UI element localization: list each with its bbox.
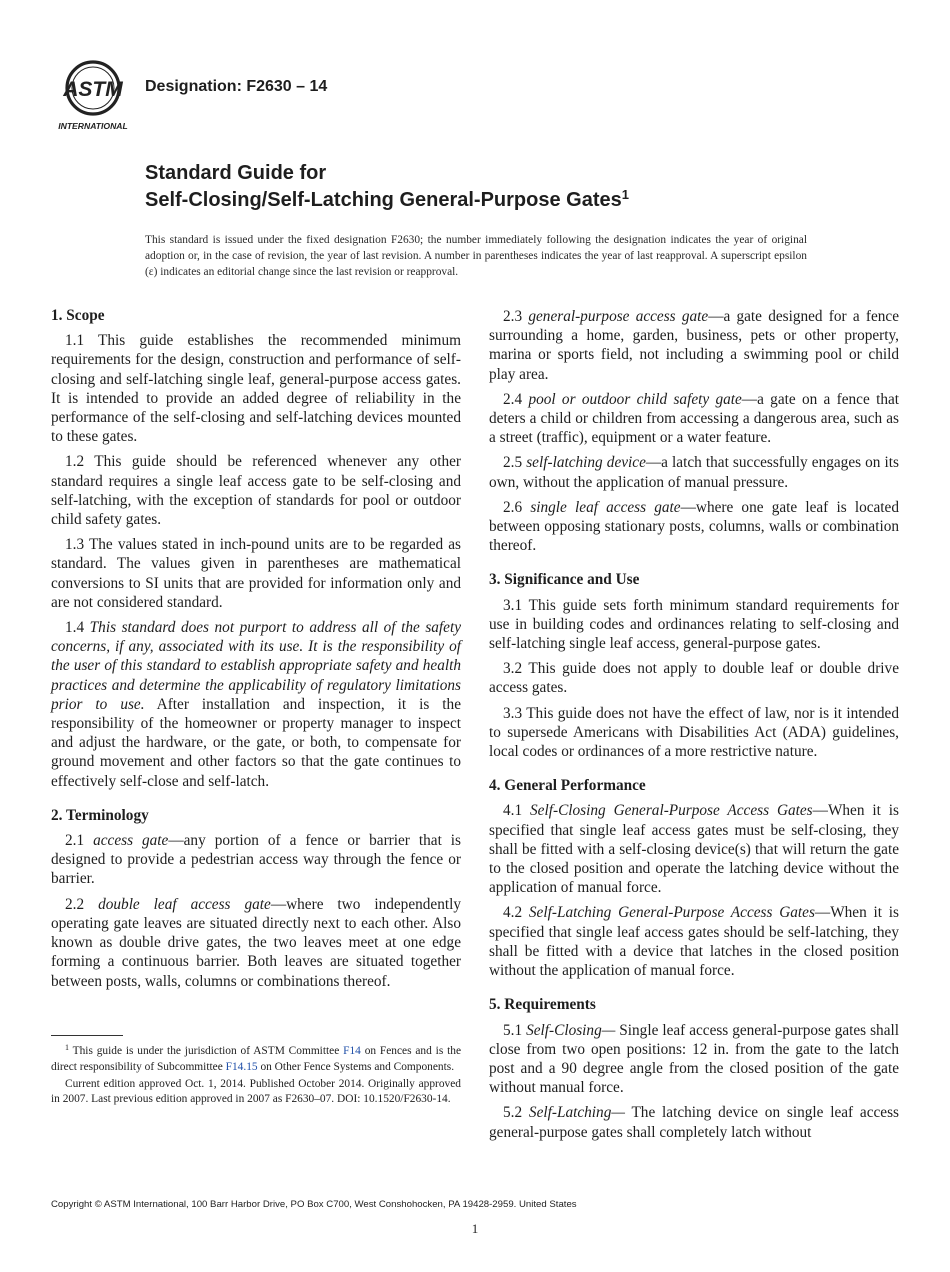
footnotes xyxy=(51,1044,461,1109)
term-2-5 xyxy=(489,453,899,491)
left-column xyxy=(51,306,461,997)
paragraph-5-1-term: Self-Closing— xyxy=(526,1021,616,1039)
title-line-1: Standard Guide for xyxy=(145,162,327,184)
issuance-note: This standard is issued under the fixed designation F2630; the number immediately following the designation indicates the year of original adoption or, in the case of revision, the year of last revision. A number in parentheses indicates the year of last reapproval. A superscript epsilon (ε) indicates an editorial change since the last revision or reapproval. xyxy=(145,234,807,278)
term-2-4-term: pool or outdoor child safety gate xyxy=(528,390,742,408)
paragraph-3-3: 3.3 This guide does not have the effect of law, nor is it intended to supersede Americans with Disabilities Act (ADA) guidelines, local codes or ordinances of a more restrictive nature. xyxy=(489,704,899,761)
title-line-2: Self-Closing/Self-Latching General-Purpose Gates xyxy=(145,189,622,211)
title-footnote-mark: 1 xyxy=(621,187,629,202)
term-2-2 xyxy=(51,895,461,991)
paragraph-5-2-term: Self-Latching— xyxy=(528,1104,625,1122)
term-2-1 xyxy=(51,831,461,889)
paragraph-1-1: 1.1 This guide establishes the recommended minimum requirements for the design, construction and performance of self-closing and self-latching single leaf, general-purpose access gates. It is intended to provide an added degree of reliability in the performance of the self-closing and self-latching devices mounted to these gates. xyxy=(51,332,461,446)
paragraph-4-2-term: Self-Latching General-Purpose Access Gates xyxy=(528,904,815,922)
footnote-1-text-c: on Other Fence Systems and Components. xyxy=(257,1060,455,1073)
term-2-2-term: double leaf access gate xyxy=(98,895,271,913)
term-2-4-number: 2.4 xyxy=(503,390,529,408)
term-2-5-definition: —a latch that successfully engages on its own, without the application of manual pressure. xyxy=(489,454,900,491)
subcommittee-f14-15-link[interactable]: F14.15 xyxy=(225,1060,258,1073)
paragraph-5-2-number: 5.2 xyxy=(503,1104,529,1122)
paragraph-1-4-text: After installation and inspection, it is the responsibility of the homeowner or property manager to inspect and adjust the hardware, or the gate, or both, to compensate for ground movement and other factors so that the gate continues to effectively self-close and self-latch. xyxy=(51,695,461,790)
paragraph-5-2-text: The latching device on single leaf access general-purpose gates shall completely latch without xyxy=(489,1104,899,1141)
paragraph-4-2-text: —When it is specified that single leaf access gates should be self-latching, they shall be fitted with a device that latches in the closed position without the application of manual force. xyxy=(489,904,899,980)
paragraph-4-1-text: —When it is specified that single leaf access gates must be self-closing, they shall be fitted with a self-closing device(s) that will return the gate to the closed position and operate the latching device without the application of manual force. xyxy=(489,802,899,897)
term-2-2-definition: —where two independently operating gate leaves are situated directly next to each other. Also known as double drive gates, the two leaves meet at one edge forming a continuous barrier. Both leaves are situated together between posts, walls, columns or combinations thereof. xyxy=(51,895,461,990)
term-2-3 xyxy=(489,307,899,384)
footnote-1-text-a: This guide is under the jurisdiction of ASTM Committee xyxy=(69,1045,344,1057)
term-2-6-term: single leaf access gate xyxy=(530,498,681,516)
paragraph-4-1 xyxy=(489,801,899,897)
term-2-3-number: 2.3 xyxy=(503,308,529,325)
footnote-edition: Current edition approved Oct. 1, 2014. Published October 2014. Originally approved in 2007. Last previous edition approved in 2007 as F2630–07. DOI: 10.1520/F2630-14. xyxy=(51,1078,461,1105)
section-heading-requirements: 5. Requirements xyxy=(489,996,596,1014)
term-2-6-definition: —where one gate leaf is located between opposing stationary posts, columns, walls or combination thereof. xyxy=(489,498,899,555)
paragraph-5-2 xyxy=(489,1103,899,1141)
term-2-4 xyxy=(489,390,899,448)
paragraph-1-3: 1.3 The values stated in inch-pound units are to be regarded as standard. The values given in parentheses are mathematical conversions to SI units that are provided for information only and are not considered standard. xyxy=(51,536,461,611)
term-2-3-term: general-purpose access gate xyxy=(528,308,709,325)
section-heading-terminology: 2. Terminology xyxy=(51,806,149,824)
term-2-3-definition: —a gate designed for a fence surrounding a home, garden, business, pets or other property, marina or sports field, not including a swimming pool or child play area. xyxy=(489,308,899,383)
logo-subtext: INTERNATIONAL xyxy=(58,121,128,131)
term-2-1-number: 2.1 xyxy=(65,832,94,850)
paragraph-1-2: 1.2 This guide should be referenced whenever any other standard requires a single leaf access gate to be self-closing and self-latching, with the exception of standards for pool or outdoor child safety gates. xyxy=(51,453,461,529)
paragraph-5-1-text: Single leaf access general-purpose gates shall close from two open positions: 12 in. from the gate to the latch post and a 90 degree angle from the closed position of the gate without manual force. xyxy=(489,1021,899,1097)
right-column xyxy=(489,307,899,1148)
term-2-5-term: self-latching device xyxy=(526,454,646,472)
paragraph-5-1 xyxy=(489,1021,899,1098)
paragraph-3-2: 3.2 This guide does not apply to double leaf or double drive access gates. xyxy=(489,660,899,697)
footnote-divider xyxy=(51,1035,123,1036)
designation: Designation: F2630 – 14 xyxy=(145,78,328,95)
paragraph-5-1-number: 5.1 xyxy=(503,1021,527,1039)
paragraph-4-1-term: Self-Closing General-Purpose Access Gates xyxy=(530,802,813,820)
term-2-1-definition: —any portion of a fence or barrier that is designed to provide a pedestrian access way through the fence or barrier. xyxy=(51,832,461,888)
term-2-5-number: 2.5 xyxy=(503,454,527,472)
paragraph-4-2-number: 4.2 xyxy=(503,904,529,922)
page-number: 1 xyxy=(471,1221,479,1236)
section-heading-scope: 1. Scope xyxy=(51,307,105,324)
paragraph-1-4-caveat: This standard does not purport to address all of the safety concerns, if any, associated with its use. It is the responsibility of the user of this standard to establish appropriate safety and health practices and determine the applicability of regulatory limitations prior to use. xyxy=(51,619,461,713)
section-heading-performance: 4. General Performance xyxy=(489,777,646,795)
term-2-6 xyxy=(489,498,899,556)
paragraph-1-4 xyxy=(51,618,461,791)
paragraph-4-2 xyxy=(489,903,899,980)
term-2-2-number: 2.2 xyxy=(65,895,99,913)
document-title xyxy=(145,160,629,215)
paragraph-4-1-number: 4.1 xyxy=(503,802,531,820)
footnote-1-mark: 1 xyxy=(65,1043,69,1052)
logo-text: ASTM xyxy=(63,78,123,101)
term-2-4-definition: —a gate on a fence that deters a child or children from accessing a dangerous area, such as a street (traffic), equipment or a water feature. xyxy=(489,390,900,447)
term-2-6-number: 2.6 xyxy=(503,498,531,516)
section-heading-significance: 3. Significance and Use xyxy=(489,571,640,589)
paragraph-1-4-number: 1.4 xyxy=(65,619,90,637)
footnote-1 xyxy=(51,1044,461,1074)
committee-f14-link[interactable]: F14 xyxy=(343,1045,361,1057)
term-2-1-term: access gate xyxy=(93,832,169,850)
copyright-notice: Copyright © ASTM International, 100 Barr Harbor Drive, PO Box C700, West Conshohocken, PA 19428-2959. United States xyxy=(51,1199,577,1210)
astm-logo xyxy=(50,58,136,132)
footnote-1-text-b: on Fences and is the direct responsibility of Subcommittee xyxy=(51,1045,461,1073)
paragraph-3-1: 3.1 This guide sets forth minimum standard requirements for use in building codes and ordinances relating to self-closing and self-latching single leaf access, general-purpose gates. xyxy=(489,596,899,653)
